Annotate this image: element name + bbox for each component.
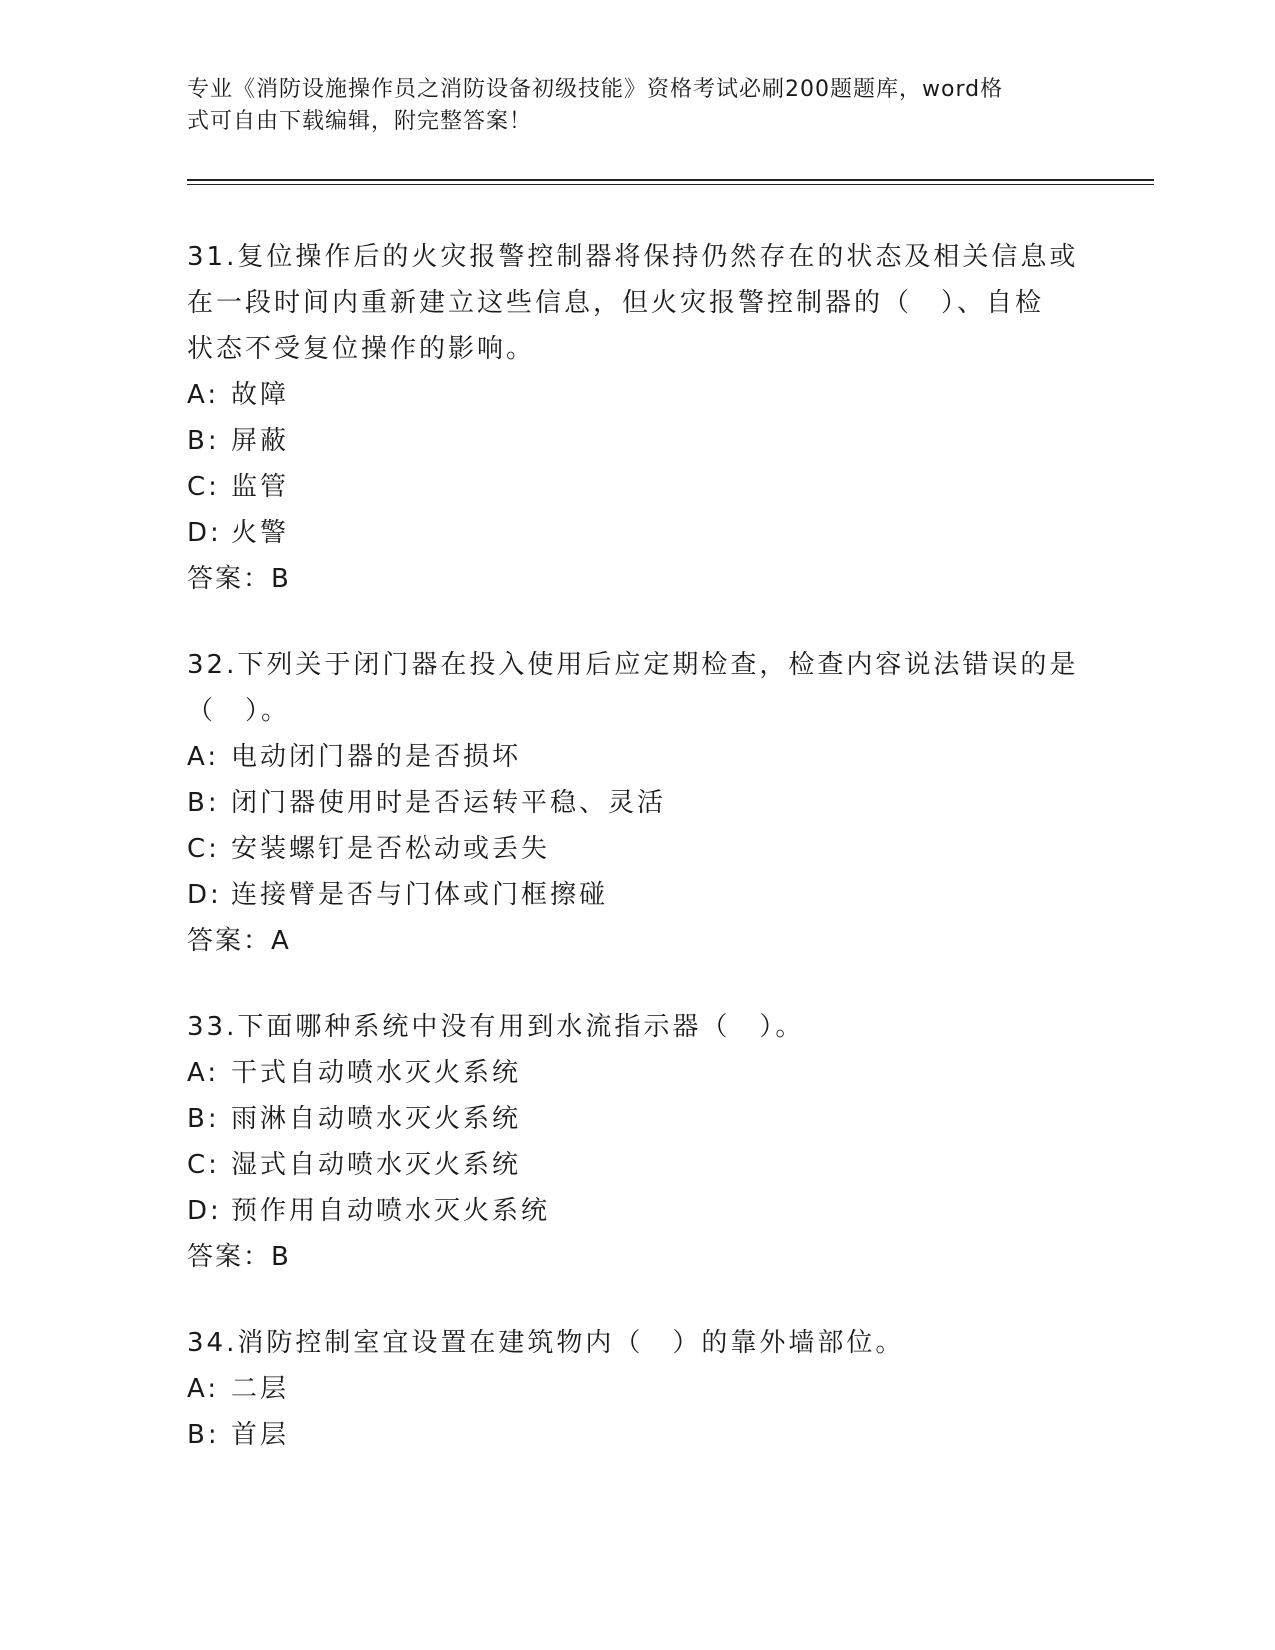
option-text: 火警 <box>231 518 290 548</box>
option-text: 雨淋自动喷水灭火系统 <box>231 1104 522 1134</box>
question-34 <box>187 1320 1087 1458</box>
option-text: 湿式自动喷水灭火系统 <box>231 1150 522 1180</box>
option-a <box>187 372 1087 418</box>
option-key: C: <box>187 834 220 864</box>
option-key: B: <box>187 788 220 818</box>
option-d <box>187 872 1087 918</box>
option-key: B: <box>187 1420 220 1450</box>
option-text: 电动闭门器的是否损坏 <box>231 742 522 772</box>
question-text-line: 32.下列关于闭门器在投入使用后应定期检查，检查内容说法错误的是 <box>187 650 1079 680</box>
option-text: 首层 <box>231 1420 290 1450</box>
option-key: C: <box>187 1150 220 1180</box>
option-key: B: <box>187 1104 220 1134</box>
header-line-1: 专业《消防设施操作员之消防设备初级技能》资格考试必刷200题题库，word格 <box>187 77 1004 102</box>
option-text: 故障 <box>231 380 290 410</box>
option-a <box>187 1050 1087 1096</box>
question-text-line: 31.复位操作后的火灾报警控制器将保持仍然存在的状态及相关信息或 <box>187 242 1079 272</box>
question-text-line: 在一段时间内重新建立这些信息，但火灾报警控制器的（ ）、自检 <box>187 288 1045 318</box>
answer-line: 答案：B <box>187 564 291 594</box>
option-text: 安装螺钉是否松动或丢失 <box>231 834 551 864</box>
option-b <box>187 418 1087 464</box>
option-text: 干式自动喷水灭火系统 <box>231 1058 522 1088</box>
option-text: 预作用自动喷水灭火系统 <box>231 1196 551 1226</box>
option-text: 屏蔽 <box>231 426 290 456</box>
question-33 <box>187 1004 1087 1280</box>
question-32 <box>187 642 1087 964</box>
option-d <box>187 1188 1087 1234</box>
option-text: 监管 <box>231 472 290 502</box>
header-line-2: 式可自由下载编辑，附完整答案！ <box>187 109 533 134</box>
option-key: C: <box>187 472 220 502</box>
option-text: 闭门器使用时是否运转平稳、灵活 <box>231 788 667 818</box>
option-key: D: <box>187 1196 222 1226</box>
option-c <box>187 464 1087 510</box>
option-a <box>187 734 1087 780</box>
question-text-line: （ ）。 <box>187 696 291 726</box>
option-b <box>187 780 1087 826</box>
question-text-line: 状态不受复位操作的影响。 <box>187 334 536 364</box>
option-b <box>187 1412 1087 1458</box>
question-text-line: 33.下面哪种系统中没有用到水流指示器（ ）。 <box>187 1012 805 1042</box>
option-c <box>187 826 1087 872</box>
option-key: D: <box>187 880 222 910</box>
option-key: A: <box>187 742 220 772</box>
header-divider-thick <box>187 179 1154 181</box>
option-a <box>187 1366 1087 1412</box>
answer-line: 答案：B <box>187 1242 291 1272</box>
question-31 <box>187 234 1087 602</box>
option-key: A: <box>187 1058 220 1088</box>
header-divider-thin <box>187 184 1154 185</box>
option-key: B: <box>187 426 220 456</box>
page-header <box>187 74 1067 138</box>
option-key: A: <box>187 1374 220 1404</box>
option-d <box>187 510 1087 556</box>
option-text: 连接臂是否与门体或门框擦碰 <box>231 880 609 910</box>
option-c <box>187 1142 1087 1188</box>
question-list <box>187 234 1087 1498</box>
option-text: 二层 <box>231 1374 290 1404</box>
question-text-line: 34.消防控制室宜设置在建筑物内（ ）的靠外墙部位。 <box>187 1328 905 1358</box>
option-key: A: <box>187 380 220 410</box>
option-key: D: <box>187 518 222 548</box>
answer-line: 答案：A <box>187 926 291 956</box>
option-b <box>187 1096 1087 1142</box>
